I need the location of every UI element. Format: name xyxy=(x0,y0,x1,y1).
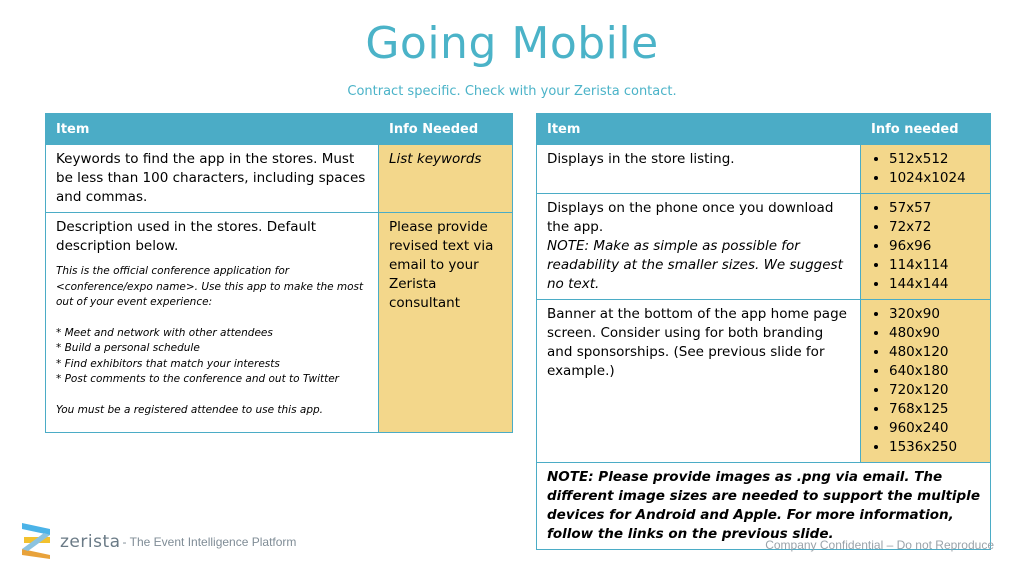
header-info-needed: Info Needed xyxy=(379,114,513,145)
default-description xyxy=(56,264,368,418)
size-item: • 512x512 xyxy=(889,150,980,169)
app-icon-item-cell xyxy=(537,194,861,300)
size-item: • 480x90 xyxy=(889,324,980,343)
size-item: • 720x120 xyxy=(889,381,980,400)
description-bullet: * Post comments to the conference and out to Twitter xyxy=(56,373,339,385)
description-label: Description used in the stores. Default description below. xyxy=(56,219,317,254)
header-info-needed: Info needed xyxy=(861,114,991,145)
description-item-cell xyxy=(46,213,379,433)
table-header-row xyxy=(537,114,991,145)
size-item: • 96x96 xyxy=(889,237,980,256)
size-item: • 144x144 xyxy=(889,275,980,294)
header-item: Item xyxy=(537,114,861,145)
size-item: • 1024x1024 xyxy=(889,169,980,188)
table-header-row xyxy=(46,114,513,145)
size-item: • 480x120 xyxy=(889,343,980,362)
size-list xyxy=(871,199,980,294)
size-item: • 960x240 xyxy=(889,419,980,438)
size-item: • 57x57 xyxy=(889,199,980,218)
store-listing-sizes-cell xyxy=(861,145,991,194)
size-item: • 640x180 xyxy=(889,362,980,381)
confidential-notice: Company Confidential – Do not Reproduce xyxy=(765,538,994,552)
size-item: • 114x114 xyxy=(889,256,980,275)
description-footer: You must be a registered attendee to use this app. xyxy=(56,403,324,416)
header-item: Item xyxy=(46,114,379,145)
footer-brand xyxy=(20,522,296,562)
png-note-cell: NOTE: Please provide images as .png via email. The different image sizes are needed to support the multiple devices for Android and Apple. For more information, follow the links on the previous slide. xyxy=(537,463,991,550)
table-row xyxy=(537,300,991,463)
description-bullet: * Find exhibitors that match your interests xyxy=(56,357,280,370)
table-row xyxy=(537,194,991,300)
banner-item-cell: Banner at the bottom of the app home page screen. Consider using for both branding and sponsorships. (See previous slide for example.) xyxy=(537,300,861,463)
size-list xyxy=(871,305,980,457)
text-info-table xyxy=(45,113,513,433)
table-row xyxy=(46,145,513,213)
store-listing-item-cell: Displays in the store listing. xyxy=(537,145,861,194)
table-row xyxy=(537,145,991,194)
size-list xyxy=(871,150,980,188)
description-intro: This is the official conference application for <conference/expo name>. Use this app to make the most out of your event experience: xyxy=(56,265,364,308)
image-info-table xyxy=(536,113,991,550)
page-subtitle: Contract specific. Check with your Zerista contact. xyxy=(347,84,677,99)
description-bullet: * Build a personal schedule xyxy=(56,342,200,354)
size-item: • 1536x250 xyxy=(889,438,980,457)
page-title: Going Mobile xyxy=(365,18,659,69)
size-item: • 768x125 xyxy=(889,400,980,419)
app-icon-note: NOTE: Make as simple as possible for readability at the smaller sizes. We suggest no text. xyxy=(547,238,843,292)
app-icon-label: Displays on the phone once you download the app. xyxy=(547,200,834,235)
table-row xyxy=(537,463,991,550)
keywords-info-cell: List keywords xyxy=(379,145,513,213)
keywords-item-cell: Keywords to find the app in the stores. Must be less than 100 characters, including spaces and commas. xyxy=(46,145,379,213)
description-info-cell: Please provide revised text via email to your Zerista consultant xyxy=(379,213,513,433)
banner-sizes-cell xyxy=(861,300,991,463)
description-bullet: * Meet and network with other attendees xyxy=(56,326,273,339)
table-row xyxy=(46,213,513,433)
size-item: • 72x72 xyxy=(889,218,980,237)
app-icon-sizes-cell xyxy=(861,194,991,300)
brand-name: zerista xyxy=(60,532,121,552)
brand-tagline: - The Event Intelligence Platform xyxy=(122,535,297,549)
size-item: • 320x90 xyxy=(889,305,980,324)
zerista-logo-icon xyxy=(20,521,54,564)
